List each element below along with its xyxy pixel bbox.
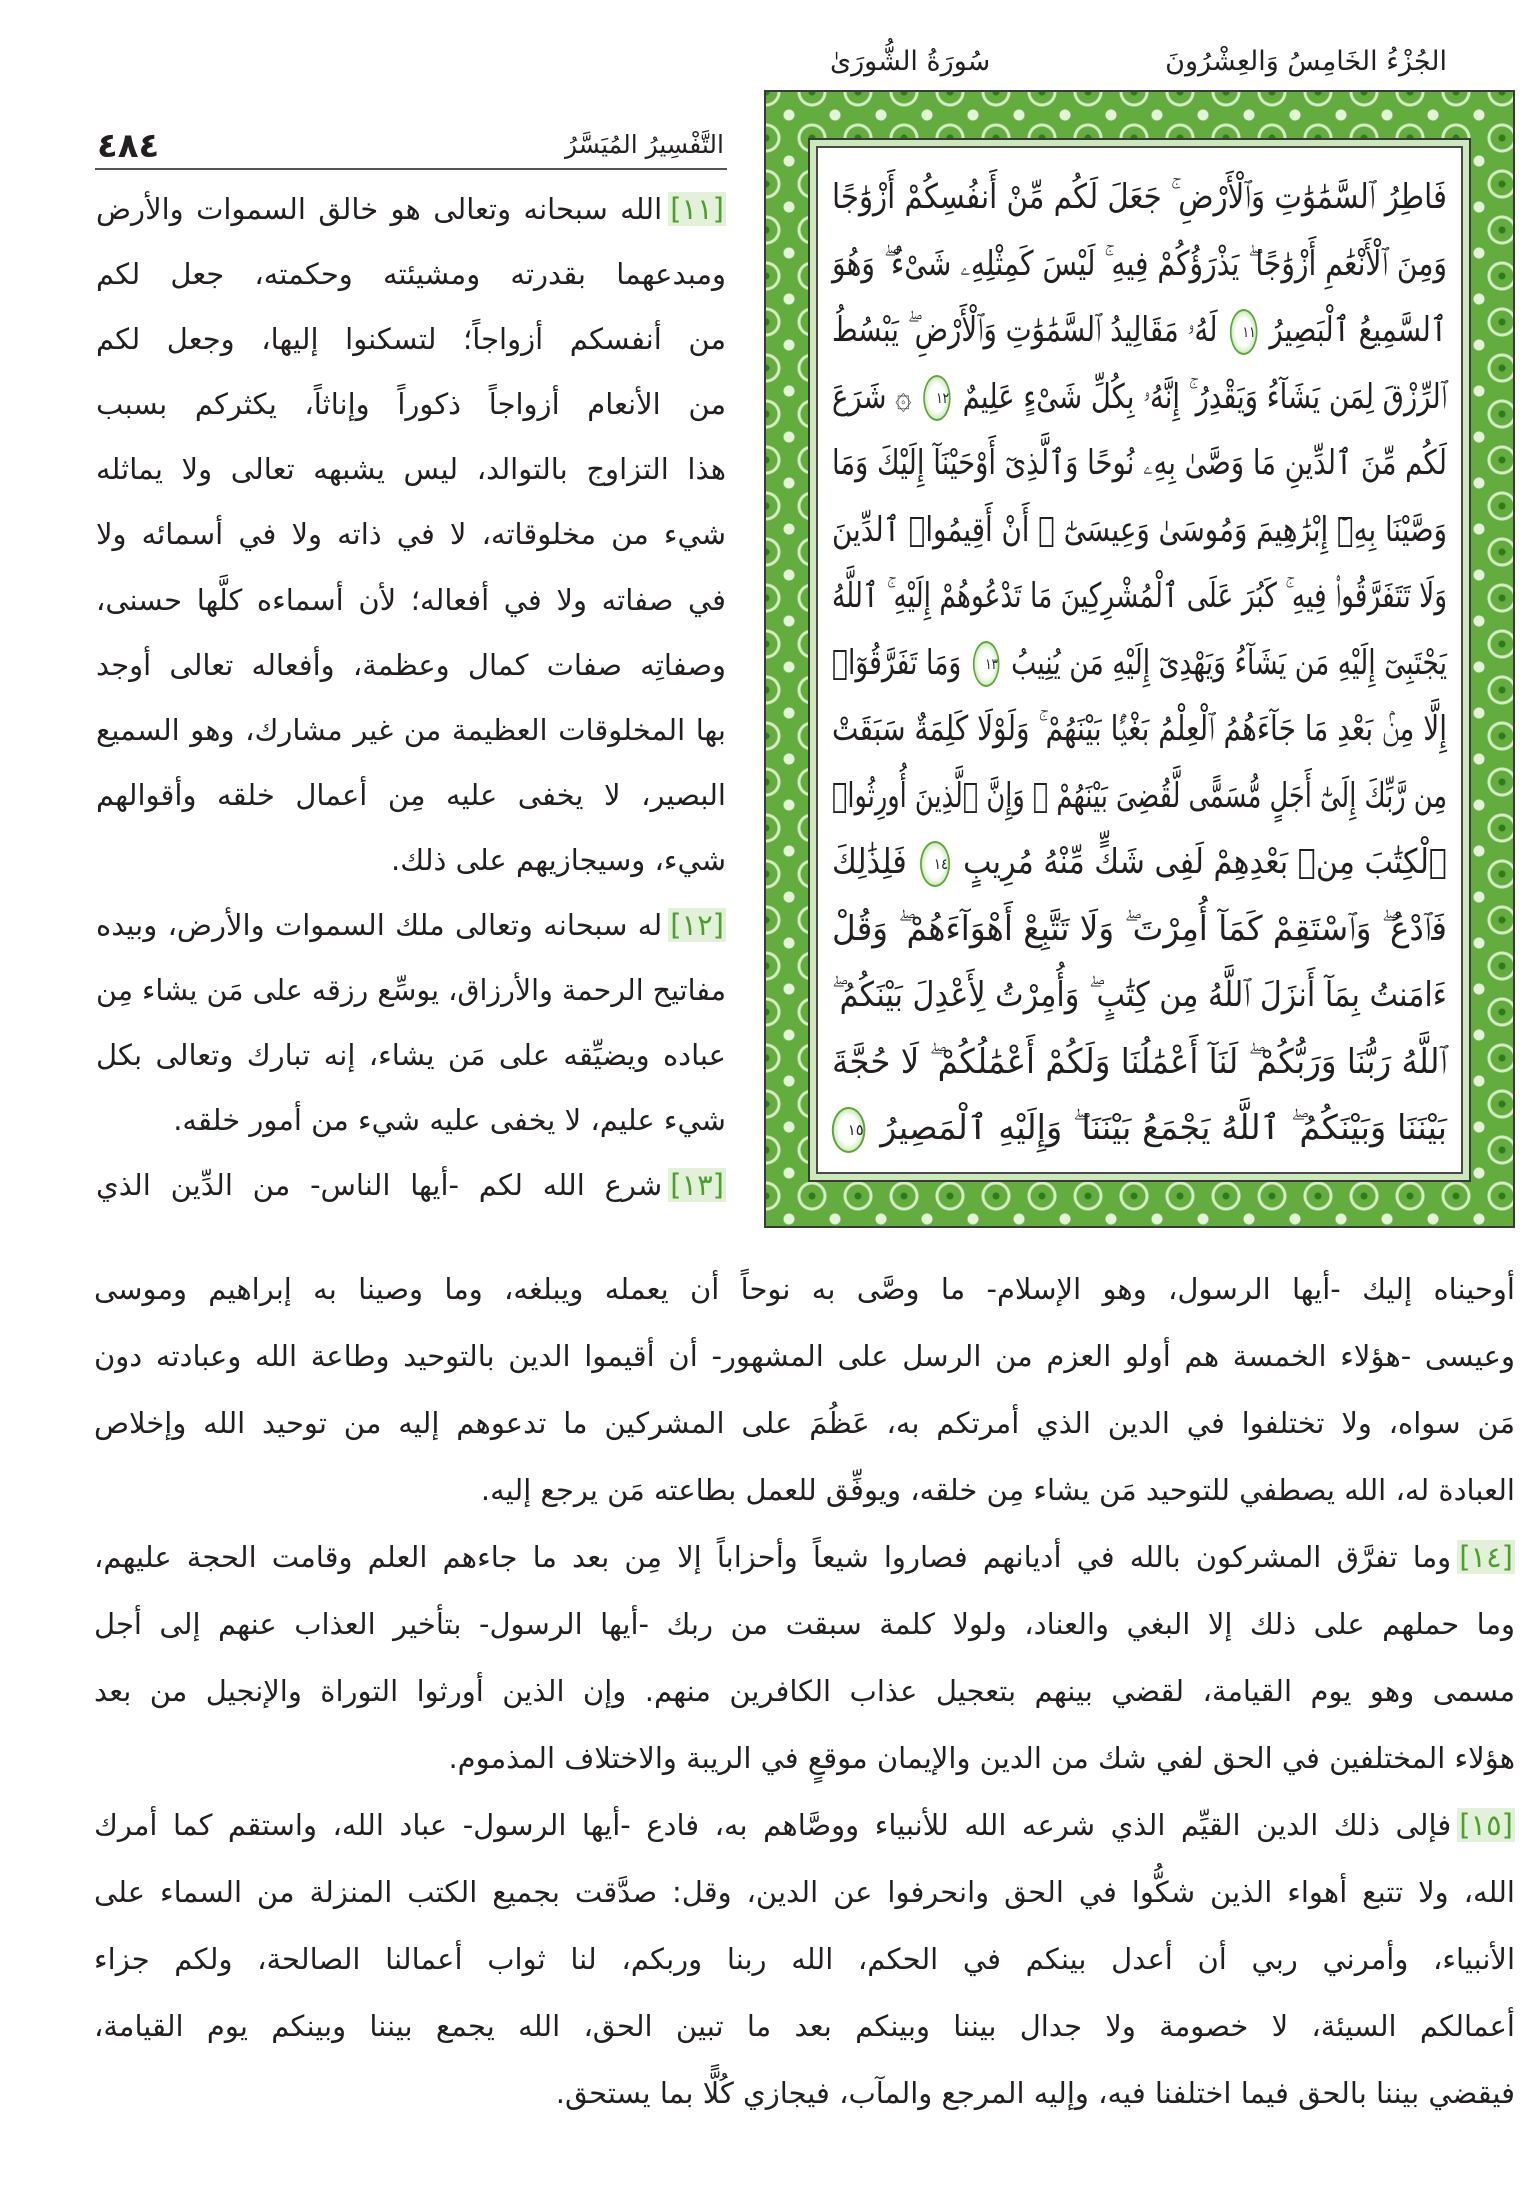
page-number: ٤٨٤ <box>97 126 160 166</box>
quran-text-segment: ٱلرِّزْقَ لِمَن يَشَآءُ وَيَقْدِرُ ۚ إِنَّهُۥ بِكُلِّ شَىْءٍ عَلِيمٌ <box>953 376 1447 417</box>
quran-line <box>832 962 1447 1029</box>
tafsir-line <box>96 177 726 242</box>
tafsir-text: له سبحانه وتعالى ملك السموات والأرض، وبيده <box>96 908 663 943</box>
tafsir-line <box>96 502 726 567</box>
tafsir-line <box>94 1390 1515 1457</box>
tafsir-text: الأنبياء، وأمرني ربي أن أعدل بينكم في الحكم، الله ربنا وربكم، لنا ثواب أعمالنا الصالحة، ولكم جزاء <box>94 1942 1515 1976</box>
verse-number-badge: [ ١٣ ] <box>668 1168 726 1202</box>
tafsir-text: الله سبحانه وتعالى هو خالق السموات والأرض <box>96 192 663 226</box>
quran-line <box>831 696 1447 763</box>
tafsir-text: شرع الله لكم -أيها الناس- من الدِّين الذي <box>96 1168 663 1203</box>
tafsir-line <box>94 1658 1515 1725</box>
tafsir-line <box>96 372 726 437</box>
verse-number-badge: [ ١٢ ] <box>668 908 726 942</box>
quran-line <box>831 563 1447 630</box>
quran-text-segment: ءَامَنتُ بِمَآ أَنزَلَ ٱللَّهُ مِن كِتَٰبٍ ۖ وَأُمِرْتُ لِأَعْدِلَ بَيْنَكُمُ ۖ <box>832 975 1447 1015</box>
quran-line <box>832 231 1447 298</box>
tafsir-text: فيقضي بيننا بالحق فيما اختلفنا فيه، وإليه المرجع والمآب، فيجازي كُلًّا بما يستحق. <box>555 2076 1515 2110</box>
header-divider <box>95 168 727 170</box>
quran-text-segment: لَهُۥ مَقَالِيدُ ٱلسَّمَٰوَٰتِ وَٱلْأَرْضِ ۖ يَبْسُطُ <box>831 310 1227 350</box>
tafsir-line <box>96 1153 726 1218</box>
quran-line <box>832 763 1447 830</box>
quran-text-segment: فَاطِرُ ٱلسَّمَٰوَٰتِ وَٱلْأَرْضِ ۚ جَعَلَ لَكُم مِّنْ أَنفُسِكُمْ أَزْوَٰجًا <box>831 177 1447 217</box>
quran-text-segment: وَمَا تَفَرَّقُوٓا۟ <box>832 642 970 683</box>
tafsir-line <box>94 1859 1515 1926</box>
tafsir-line <box>94 1591 1515 1658</box>
quran-line <box>839 1095 1447 1162</box>
tafsir-line <box>94 2060 1515 2127</box>
quran-line <box>832 896 1447 963</box>
quran-text-segment: ٱلسَّمِيعُ ٱلْبَصِيرُ <box>1260 310 1447 350</box>
quran-text-segment: فَٱدْعُ ۖ وَٱسْتَقِمْ كَمَآ أُمِرْتَ ۖ وَلَا تَتَّبِعْ أَهْوَآءَهُمْ ۖ وَقُلْ <box>832 908 1447 949</box>
tafsir-text: أعمالكم السيئة، لا خصومة ولا جدال بيننا وبينكم بعد ما تبين الحق، الله يجمع بيننا وبينكم يوم القيامة، <box>94 2009 1515 2043</box>
tafsir-line <box>96 698 726 763</box>
tafsir-text: أوحيناه إليك -أيها الرسول، وهو الإسلام- ما وصَّى به نوحاً أن يعمله ويبلغه، وما وصينا به إبراهيم وموسى <box>94 1272 1515 1306</box>
quran-line <box>831 497 1447 564</box>
tafsir-text: الله، ولا تتبع أهواء الذين شكُّوا في الحق وانحرفوا عن الدين، وقل: صدَّقت بجميع الكتب المنزلة من السماء على <box>94 1875 1515 1909</box>
ayah-marker-icon: ١٢ <box>923 375 950 421</box>
surah-header: سُورَةُ الشُّورَىٰ <box>830 46 991 77</box>
tafsir-text: وعيسى -هؤلاء الخمسة هم أولو العزم من الرسل على المشهور- أن أقيموا الدين بالتوحيد وطاعة الله وعبادته دون <box>94 1339 1515 1373</box>
tafsir-line <box>94 1457 1515 1524</box>
tafsir-line <box>94 1323 1515 1390</box>
tafsir-line <box>95 958 726 1023</box>
tafsir-text: وما تفرَّق المشركون بالله في أديانهم فصاروا شيعاً وأحزاباً إلا مِن بعد ما جاءهم العلم وقامت الحجة عليهم، <box>94 1540 1452 1574</box>
quran-line <box>832 829 1447 896</box>
tafsir-text: بها المخلوقات العظيمة من غير مشارك، وهو السميع <box>96 712 726 747</box>
tafsir-line <box>96 1088 726 1153</box>
tafsir-line <box>96 568 726 633</box>
tafsir-text: مسمى وهو يوم القيامة، لقضي بينهم بتعجيل عذاب الكافرين منهم. وإن الذين أورثوا التوراة والإنجيل من بعد <box>94 1674 1515 1708</box>
quran-text <box>832 164 1447 1162</box>
tafsir-line <box>96 307 726 372</box>
tafsir-line <box>96 437 726 502</box>
tafsir-line <box>96 242 726 307</box>
tafsir-text: في صفاته ولا في أفعاله؛ لأن أسماءه كلَّها حسنى، <box>96 582 726 617</box>
quran-text-segment: وَصَّيْنَا بِهِۦٓ إِبْرَٰهِيمَ وَمُوسَىٰ وَعِيسَىٰٓ ۖ أَنْ أَقِيمُوا۟ ٱلدِّينَ <box>831 509 1447 550</box>
tafsir-text: هؤلاء المختلفين في الحق لفي شك من الدين والإيمان موقعٍ في الريبة والاختلاف المذموم. <box>448 1741 1515 1775</box>
verse-number-badge: [ ١١ ] <box>668 192 726 226</box>
tafsir-text: شيء من مخلوقاته، لا في ذاته ولا في أسمائه ولا <box>96 517 726 552</box>
tafsir-text: وصفاتِه صفات كمال وعظمة، وأفعاله تعالى أوجد <box>96 647 726 682</box>
tafsir-full-width <box>94 1256 1515 2127</box>
quran-text-segment: وَمِنَ ٱلْأَنْعَٰمِ أَزْوَٰجًا ۖ يَذْرَؤُكُمْ فِيهِ ۚ لَيْسَ كَمِثْلِهِۦ شَىْءٌ ۖ وَهُوَ <box>832 243 1447 284</box>
tafsir-text: من أنفسكم أزواجاً؛ لتسكنوا إليها، وجعل لكم <box>96 322 726 357</box>
tafsir-line <box>94 1256 1515 1323</box>
quran-text-segment: لَكُم مِّنَ ٱلدِّينِ مَا وَصَّىٰ بِهِۦ نُوحًا وَٱلَّذِىٓ أَوْحَيْنَآ إِلَيْكَ وَمَا <box>831 443 1447 483</box>
tafsir-text: وما حملهم على ذلك إلا البغي والعناد، ولولا كلمة سبقت من ربك -أيها الرسول- بتأخير العذاب عنهم إلى أجل <box>94 1607 1515 1641</box>
quran-line <box>832 1029 1447 1096</box>
tafsir-text: عباده ويضيِّقه على مَن يشاء، إنه تبارك وتعالى بكل <box>96 1038 726 1073</box>
tafsir-line <box>96 828 726 893</box>
tafsir-column <box>96 177 726 1219</box>
ayah-marker-icon: ١٥ <box>832 1107 866 1153</box>
tafsir-text: مَن سواه، ولا تختلفوا في الدين الذي أمرتكم به، عَظُمَ على المشركين ما تدعوهم إليه من توحيد الله وإخلاص <box>94 1406 1515 1440</box>
tafsir-line <box>94 1725 1515 1792</box>
quran-text-segment: ۞ شَرَعَ <box>831 376 921 417</box>
quran-text-segment: مِن رَّبِّكَ إِلَىٰٓ أَجَلٍ مُّسَمًّى لَّقُضِىَ بَيْنَهُمْ ۚ وَإِنَّ ٱلَّذِينَ أُورِثُوا۟ <box>832 775 1447 816</box>
quran-line <box>831 430 1447 497</box>
verse-number-badge: [ ١٤ ] <box>1457 1540 1515 1574</box>
ayah-marker-icon: ١٤ <box>920 841 950 887</box>
tafsir-line <box>94 1926 1515 1993</box>
ayah-marker-icon: ١١ <box>1230 309 1258 355</box>
verse-number-badge: [ ١٥ ] <box>1457 1808 1515 1842</box>
tafsir-text: فإلى ذلك الدين القيِّم الذي شرعه الله للأنبياء ووصَّاهم به، فادع -أيها الرسول- عباد الله، واستقم كما أمرك <box>94 1808 1452 1842</box>
quran-text-segment: فَلِذَٰلِكَ <box>832 842 917 882</box>
tafsir-text: العبادة له، الله يصطفي للتوحيد مَن يشاء مِن خلقه، ويوفِّق للعمل بطاعته مَن يرجع إليه. <box>480 1473 1515 1507</box>
quran-text-segment: إِلَّا مِنۢ بَعْدِ مَا جَآءَهُمُ ٱلْعِلْمُ بَغْيًۢا بَيْنَهُمْ ۚ وَلَوْلَا كَلِمَةٌ سَبَقَتْ <box>831 709 1447 749</box>
quran-line <box>831 297 1447 364</box>
tafsir-text: شيء، وسيجازيهم على ذلك. <box>391 842 726 877</box>
tafsir-text: مفاتيح الرحمة والأرزاق، يوسِّع رزقه على مَن يشاء مِن <box>95 973 726 1008</box>
tafsir-line <box>96 1023 726 1088</box>
ayah-marker-icon: ١٣ <box>973 641 1000 687</box>
quran-line <box>831 164 1447 231</box>
tafsir-text: هذا التزاوج بالتوالد، ليس يشبهه تعالى ولا يماثله <box>96 452 726 487</box>
quran-line <box>832 630 1447 697</box>
tafsir-line <box>94 1993 1515 2060</box>
tafsir-line <box>94 1524 1515 1591</box>
quran-text-segment: بَيْنَنَا وَبَيْنَكُمُ ۖ ٱللَّهُ يَجْمَعُ بَيْنَنَا ۖ وَإِلَيْهِ ٱلْمَصِيرُ <box>869 1108 1447 1148</box>
quran-line <box>831 364 1447 431</box>
tafsir-title: التَّفْسِيرُ المُيَسَّرُ <box>565 130 724 159</box>
quran-text-segment: ٱللَّهُ رَبُّنَا وَرَبُّكُمْ ۖ لَنَآ أَعْمَٰلُنَا وَلَكُمْ أَعْمَٰلُكُمْ ۖ لَا حُجَّةَ <box>832 1041 1447 1082</box>
quran-text-segment: وَلَا تَتَفَرَّقُوا۟ فِيهِ ۚ كَبُرَ عَلَى ٱلْمُشْرِكِينَ مَا تَدْعُوهُمْ إِلَيْهِ ۚ ٱللَّهُ <box>831 576 1447 616</box>
tafsir-line <box>96 763 726 828</box>
quran-text-segment: ٱلْكِتَٰبَ مِنۢ بَعْدِهِمْ لَفِى شَكٍّ مِّنْهُ مُرِيبٍ <box>953 842 1447 882</box>
tafsir-text: البصير، لا يخفى عليه مِن أعمال خلقه وأقوالهم <box>96 777 726 812</box>
tafsir-text: من الأنعام أزواجاً ذكوراً وإناثاً، يكثركم بسبب <box>96 387 726 422</box>
quran-text-segment: يَجْتَبِىٓ إِلَيْهِ مَن يَشَآءُ وَيَهْدِىٓ إِلَيْهِ مَن يُنِيبُ <box>1002 642 1447 683</box>
juz-header: الجُزْءُ الخَامِسُ وَالعِشْرُونَ <box>1165 46 1447 77</box>
tafsir-line <box>96 893 726 958</box>
tafsir-line <box>96 633 726 698</box>
tafsir-text: شيء عليم، لا يخفى عليه شيء من أمور خلقه. <box>173 1103 726 1138</box>
tafsir-text: ومبدعهما بقدرته ومشيئته وحكمته، جعل لكم <box>96 257 726 292</box>
tafsir-line <box>94 1792 1515 1859</box>
